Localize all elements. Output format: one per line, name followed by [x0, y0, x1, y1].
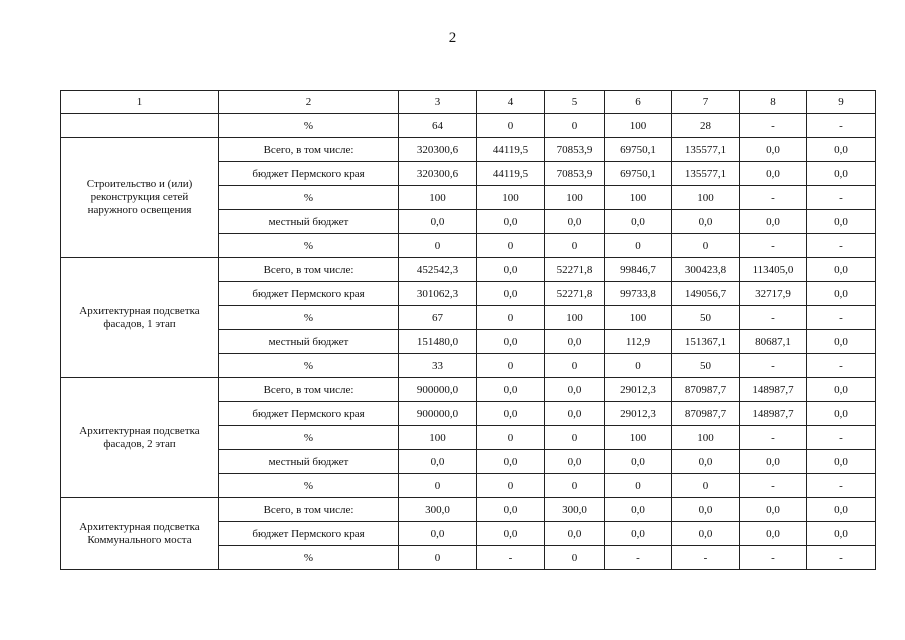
value-cell: 0,0 [545, 402, 605, 426]
value-cell: 0,0 [807, 162, 876, 186]
value-cell: 100 [605, 426, 672, 450]
value-cell: 29012,3 [605, 402, 672, 426]
page-number: 2 [448, 30, 457, 46]
column-number-cell: 1 [61, 91, 219, 114]
value-cell: 50 [672, 306, 740, 330]
value-cell: 100 [605, 186, 672, 210]
indicator-cell: % [219, 306, 399, 330]
indicator-cell: местный бюджет [219, 210, 399, 234]
value-cell: 0,0 [807, 522, 876, 546]
value-cell: 0,0 [605, 450, 672, 474]
project-name-cell: Архитектурная подсветка фасадов, 1 этап [61, 258, 219, 378]
value-cell: 0 [399, 474, 477, 498]
column-number-cell: 8 [740, 91, 807, 114]
value-cell: 33 [399, 354, 477, 378]
value-cell: 0,0 [672, 450, 740, 474]
value-cell: 0,0 [545, 378, 605, 402]
value-cell: 0 [477, 234, 545, 258]
indicator-cell: бюджет Пермского края [219, 162, 399, 186]
project-name-cell: Архитектурная подсветка фасадов, 2 этап [61, 378, 219, 498]
value-cell: 0,0 [605, 210, 672, 234]
column-number-cell: 7 [672, 91, 740, 114]
value-cell: 100 [477, 186, 545, 210]
value-cell: 135577,1 [672, 138, 740, 162]
value-cell: 300,0 [399, 498, 477, 522]
value-cell: 0,0 [672, 498, 740, 522]
project-name-cell: Архитектурная подсветка Коммунального моста [61, 498, 219, 570]
value-cell: 0,0 [605, 498, 672, 522]
value-cell: 0 [605, 354, 672, 378]
value-cell: 67 [399, 306, 477, 330]
table-row [61, 114, 876, 138]
value-cell: 0 [672, 474, 740, 498]
column-number-cell: 2 [219, 91, 399, 114]
value-cell: 151480,0 [399, 330, 477, 354]
value-cell: 0 [545, 474, 605, 498]
value-cell: 100 [672, 426, 740, 450]
value-cell: 0 [545, 426, 605, 450]
table-row [61, 138, 876, 162]
value-cell: 0,0 [545, 210, 605, 234]
value-cell: 0,0 [477, 450, 545, 474]
value-cell: 0,0 [477, 522, 545, 546]
value-cell: 0,0 [740, 450, 807, 474]
value-cell: 148987,7 [740, 378, 807, 402]
value-cell: 80687,1 [740, 330, 807, 354]
indicator-cell: Всего, в том числе: [219, 258, 399, 282]
value-cell: 64 [399, 114, 477, 138]
value-cell: 0 [672, 234, 740, 258]
value-cell: 148987,7 [740, 402, 807, 426]
value-cell: 69750,1 [605, 138, 672, 162]
value-cell: - [807, 426, 876, 450]
value-cell: 900000,0 [399, 378, 477, 402]
value-cell: 0,0 [477, 330, 545, 354]
value-cell: - [605, 546, 672, 570]
value-cell: 0 [477, 474, 545, 498]
value-cell: 0,0 [807, 282, 876, 306]
column-number-row [61, 91, 876, 114]
value-cell: 0,0 [807, 450, 876, 474]
value-cell: 0,0 [477, 258, 545, 282]
value-cell: - [807, 234, 876, 258]
table-row [61, 378, 876, 402]
value-cell: 100 [545, 306, 605, 330]
column-number-cell: 3 [399, 91, 477, 114]
indicator-cell: % [219, 354, 399, 378]
value-cell: 320300,6 [399, 138, 477, 162]
indicator-cell: бюджет Пермского края [219, 522, 399, 546]
value-cell: 70853,9 [545, 162, 605, 186]
value-cell: 28 [672, 114, 740, 138]
value-cell: 870987,7 [672, 378, 740, 402]
indicator-cell: бюджет Пермского края [219, 282, 399, 306]
value-cell: 100 [605, 114, 672, 138]
value-cell: 44119,5 [477, 138, 545, 162]
value-cell: 0 [477, 426, 545, 450]
value-cell: 50 [672, 354, 740, 378]
value-cell: 0,0 [399, 450, 477, 474]
value-cell: 0,0 [545, 522, 605, 546]
value-cell: 0,0 [477, 402, 545, 426]
value-cell: - [807, 546, 876, 570]
table-row [61, 498, 876, 522]
value-cell: 900000,0 [399, 402, 477, 426]
value-cell: 149056,7 [672, 282, 740, 306]
indicator-cell: Всего, в том числе: [219, 378, 399, 402]
value-cell: 135577,1 [672, 162, 740, 186]
indicator-cell: % [219, 234, 399, 258]
value-cell: - [740, 426, 807, 450]
value-cell: 0,0 [477, 378, 545, 402]
value-cell: 0,0 [807, 330, 876, 354]
value-cell: 0,0 [399, 522, 477, 546]
value-cell: 0,0 [807, 378, 876, 402]
budget-table [60, 90, 876, 570]
value-cell: - [477, 546, 545, 570]
value-cell: 0,0 [740, 138, 807, 162]
value-cell: 870987,7 [672, 402, 740, 426]
indicator-cell: местный бюджет [219, 330, 399, 354]
table-body [61, 91, 876, 570]
value-cell: 0,0 [545, 330, 605, 354]
value-cell: 0,0 [740, 522, 807, 546]
value-cell: 100 [672, 186, 740, 210]
value-cell: 0,0 [399, 210, 477, 234]
value-cell: - [740, 354, 807, 378]
value-cell: 0,0 [672, 210, 740, 234]
value-cell: 29012,3 [605, 378, 672, 402]
value-cell: - [740, 234, 807, 258]
column-number-cell: 9 [807, 91, 876, 114]
column-number-cell: 4 [477, 91, 545, 114]
value-cell: - [740, 546, 807, 570]
value-cell: 113405,0 [740, 258, 807, 282]
value-cell: 0 [605, 474, 672, 498]
value-cell: 0 [477, 306, 545, 330]
value-cell: 0 [605, 234, 672, 258]
value-cell: 100 [399, 426, 477, 450]
value-cell: 0,0 [477, 210, 545, 234]
value-cell: 44119,5 [477, 162, 545, 186]
value-cell: 52271,8 [545, 258, 605, 282]
value-cell: 452542,3 [399, 258, 477, 282]
indicator-cell: % [219, 114, 399, 138]
value-cell: 70853,9 [545, 138, 605, 162]
value-cell: 0,0 [477, 282, 545, 306]
value-cell: - [807, 474, 876, 498]
indicator-cell: % [219, 546, 399, 570]
value-cell: 0,0 [477, 498, 545, 522]
value-cell: 99733,8 [605, 282, 672, 306]
value-cell: 301062,3 [399, 282, 477, 306]
value-cell: 0 [545, 546, 605, 570]
value-cell: 0 [399, 234, 477, 258]
value-cell: 0,0 [807, 402, 876, 426]
value-cell: - [807, 354, 876, 378]
value-cell: - [740, 474, 807, 498]
indicator-cell: % [219, 186, 399, 210]
value-cell: 69750,1 [605, 162, 672, 186]
value-cell: 52271,8 [545, 282, 605, 306]
value-cell: 100 [605, 306, 672, 330]
value-cell: 99846,7 [605, 258, 672, 282]
value-cell: 300,0 [545, 498, 605, 522]
value-cell: 0 [545, 354, 605, 378]
value-cell: 112,9 [605, 330, 672, 354]
value-cell: - [672, 546, 740, 570]
indicator-cell: Всего, в том числе: [219, 138, 399, 162]
indicator-cell: местный бюджет [219, 450, 399, 474]
value-cell: - [807, 114, 876, 138]
value-cell: 0,0 [807, 138, 876, 162]
indicator-cell: Всего, в том числе: [219, 498, 399, 522]
value-cell: 0,0 [545, 450, 605, 474]
value-cell: 0 [399, 546, 477, 570]
value-cell: 0 [545, 234, 605, 258]
value-cell: 300423,8 [672, 258, 740, 282]
value-cell: 0 [477, 114, 545, 138]
indicator-cell: бюджет Пермского края [219, 402, 399, 426]
value-cell: - [807, 186, 876, 210]
value-cell: 100 [545, 186, 605, 210]
value-cell: 32717,9 [740, 282, 807, 306]
value-cell: 0,0 [740, 210, 807, 234]
value-cell: 0,0 [672, 522, 740, 546]
value-cell: 0,0 [807, 210, 876, 234]
value-cell: 0,0 [807, 498, 876, 522]
value-cell: - [740, 186, 807, 210]
indicator-cell: % [219, 426, 399, 450]
value-cell: 0 [545, 114, 605, 138]
value-cell: 0,0 [740, 498, 807, 522]
column-number-cell: 5 [545, 91, 605, 114]
value-cell: 0,0 [807, 258, 876, 282]
value-cell: 100 [399, 186, 477, 210]
value-cell: - [807, 306, 876, 330]
project-name-cell: Строительство и (или) реконструкция сетей наружного освещения [61, 138, 219, 258]
value-cell: 0,0 [605, 522, 672, 546]
value-cell: 320300,6 [399, 162, 477, 186]
value-cell: - [740, 114, 807, 138]
value-cell: 0,0 [740, 162, 807, 186]
column-number-cell: 6 [605, 91, 672, 114]
table-row [61, 258, 876, 282]
value-cell: - [740, 306, 807, 330]
value-cell: 0 [477, 354, 545, 378]
indicator-cell: % [219, 474, 399, 498]
value-cell: 151367,1 [672, 330, 740, 354]
project-cell-empty [61, 114, 219, 138]
